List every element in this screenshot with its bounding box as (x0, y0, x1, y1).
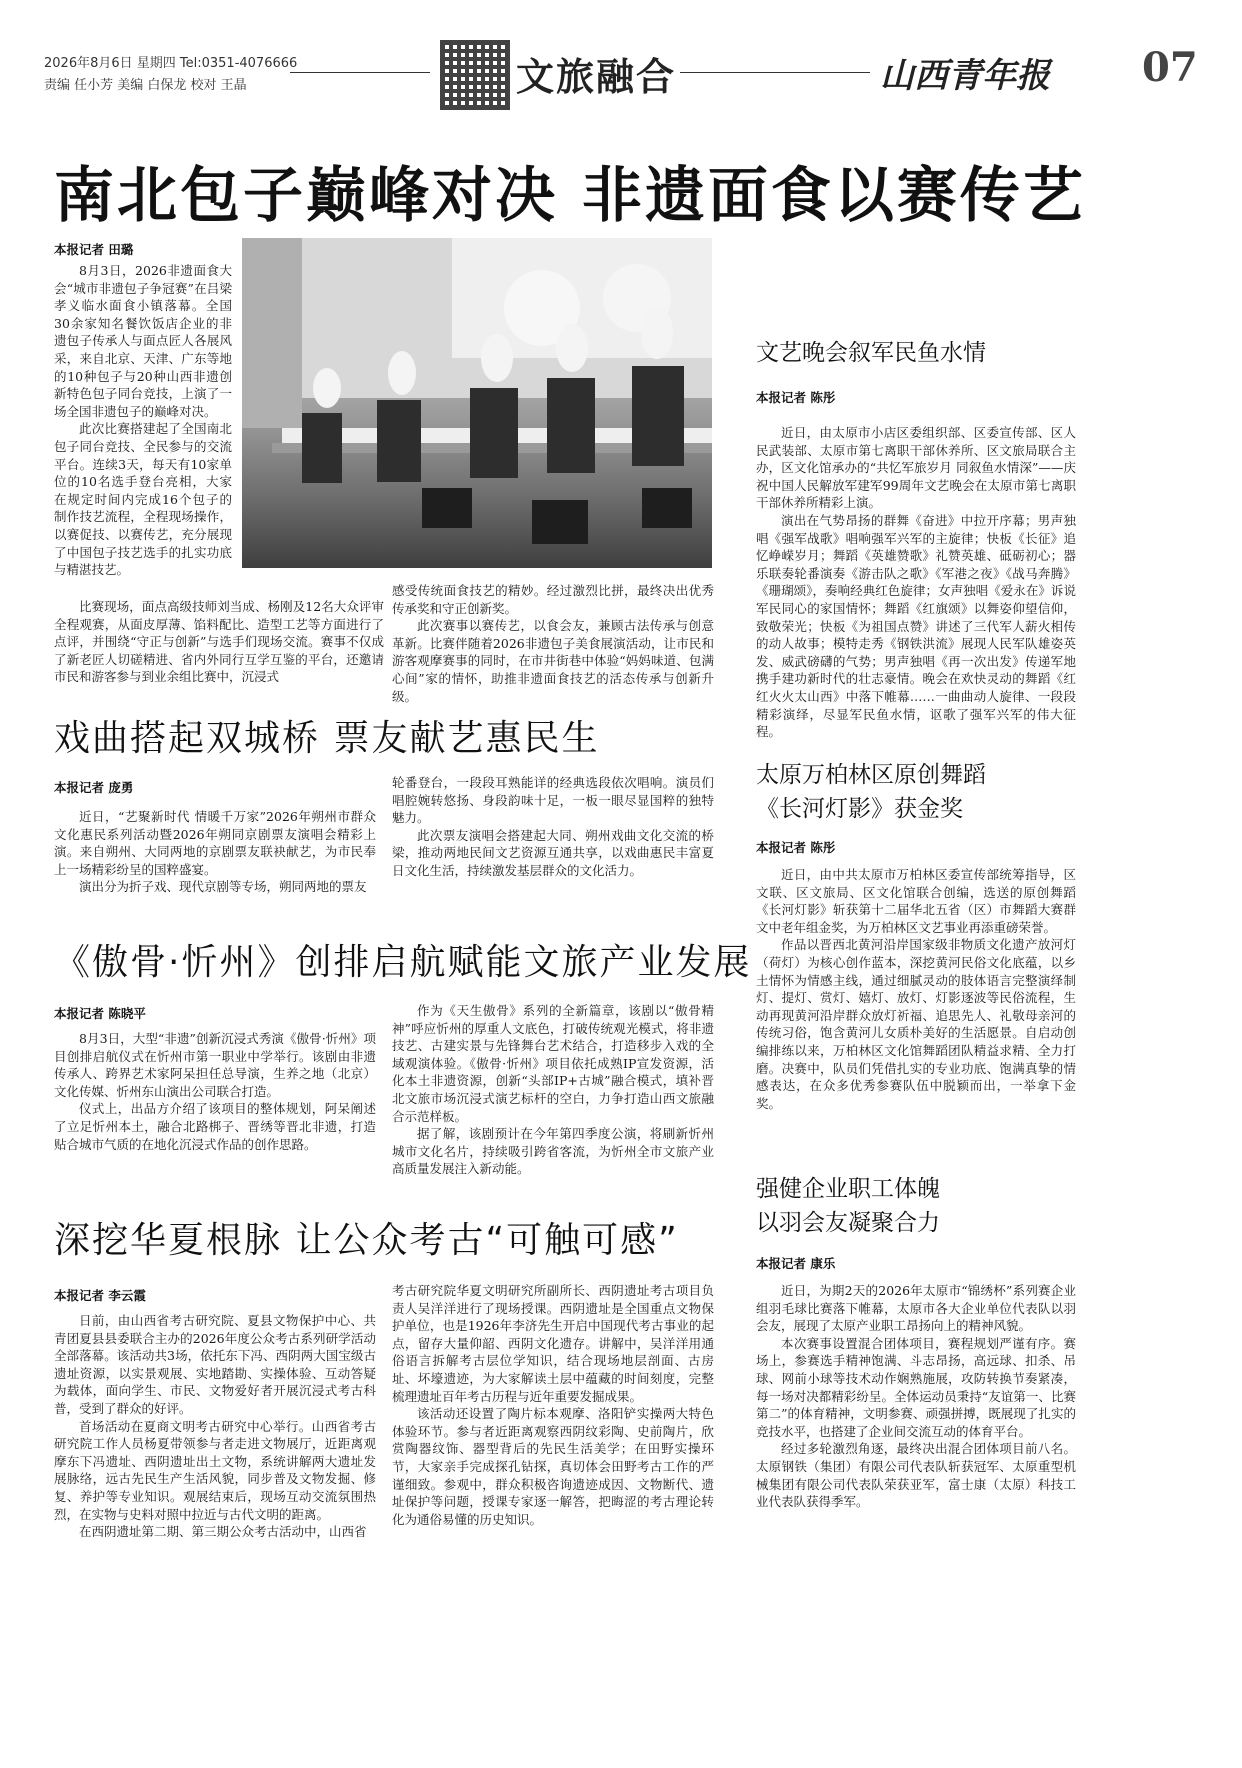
arch-byline: 本报记者 李云霞 (54, 1288, 146, 1303)
qr-code-icon (440, 40, 510, 110)
aogu-byline: 本报记者 陈晓平 (54, 1006, 146, 1021)
opera-headline: 戏曲搭起双城桥 票友献艺惠民生 (54, 718, 600, 759)
side1-body (756, 424, 1076, 741)
side3-headline-line-1: 强健企业职工体魄 (756, 1176, 940, 1202)
side2-headline-line-1: 太原万柏林区原创舞蹈 (756, 762, 986, 788)
arch-column-2 (392, 1282, 714, 1528)
arch-paragraph-1: 日前，由山西省考古研究院、夏县文物保护中心、共青团夏县县委联合主办的2026年度公众考古系列研学活动全部落幕。该活动共3场，依托东下冯、西阴两大国宝级古遗址资源，以实景观展、实地踏勘、实操体验、互动答疑为载体，面向学生、市民、文物爱好者开展沉浸式考古科普，受到了群众的好评。 (54, 1313, 376, 1416)
side2-paragraph-2: 作品以晋西北黄河沿岸国家级非物质文化遗产放河灯（荷灯）为核心创作蓝本，深挖黄河民俗文化底蕴，以乡土情怀为情感主线，通过细腻灵动的肢体语言完整演绎制灯、提灯、赏灯、嬉灯、放灯、灯影逐波等民俗流程，生动再现黄河沿岸群众放灯祈福、追思先人、礼敬母亲河的传统习俗，饱含黄河儿女质朴美好的生活愿景。自启动创编排练以来，万柏林区文化馆舞蹈团队精益求精、全力打磨。决赛中，队员们凭借扎实的专业功底、饱满真挚的情感表达，在众多优秀参赛队伍中脱颖而出，一举拿下金奖。 (756, 937, 1076, 1111)
side2-paragraph-1: 近日，由中共太原市万柏林区委宣传部统筹指导，区文联、区文旅局、区文化馆联合创编，选送的原创舞蹈《长河灯影》斩获第十二届华北五省（区）市舞蹈大赛群文中老年组金奖，为万柏林区文艺事业再添重磅荣誉。 (756, 867, 1076, 935)
opera-paragraph-1: 近日，“艺聚新时代 情暖千万家”2026年朔州市群众文化惠民系列活动暨2026年朔同京剧票友演唱会精彩上演。来自朔州、大同两地的京剧票友联袂献艺，为市民奉上一场精彩纷呈的国粹盛宴。 (54, 809, 376, 877)
side1-byline: 本报记者 陈彤 (756, 390, 836, 405)
opera-paragraph-3: 轮番登台，一段段耳熟能详的经典选段依次唱响。演员们唱腔婉转悠扬、身段韵味十足，一板一眼尽显国粹的独特魅力。 (392, 775, 714, 826)
side2-headline-line-2: 《长河灯影》获金奖 (756, 796, 963, 822)
date-line: 2026年8月6日 星期四 Tel:0351-4076666 (44, 56, 298, 71)
aogu-column-2 (392, 1002, 714, 1178)
opera-paragraph-4: 此次票友演唱会搭建起大同、朔州戏曲文化交流的桥梁，推动两地民间文艺资源互通共享，以戏曲惠民丰富夏日文化生活，持续激发基层群众的文化活力。 (392, 827, 714, 878)
lead-headline: 南北包子巅峰对决 非遗面食以赛传艺 (54, 161, 1086, 231)
lead-column-1 (54, 262, 232, 579)
side3-paragraph-3: 经过多轮激烈角逐，最终决出混合团体项目前八名。太原钢铁（集团）有限公司代表队斩获冠军、太原重型机械集团有限公司代表队荣获亚军，富士康（太原）科技工业代表队获得季军。 (756, 1441, 1076, 1510)
masthead-logo: 山西青年报 (880, 56, 1050, 96)
side3-paragraph-1: 近日，为期2天的2026年太原市“锦绣杯”系列赛企业组羽毛球比赛落下帷幕，太原市各大企业单位代表队以羽会友，展现了太原产业职工昂扬向上的精神风貌。 (756, 1283, 1076, 1334)
side3-paragraph-2: 本次赛事设置混合团体项目，赛程规划严谨有序。赛场上，参赛选手精神饱满、斗志昂扬，高远球、扣杀、吊球、网前小球等技术动作娴熟施展，攻防转换节奏紧凑，每一场对决都精彩纷呈。全体运动员秉持“友谊第一、比赛第二”的体育精神，文明参赛、顽强拼搏，既展现了扎实的竞技水平，也搭建了企业间交流互动的体育平台。 (756, 1335, 1076, 1439)
lead-paragraph-3: 比赛现场，面点高级技师刘当成、杨刚及12名大众评审全程观赛，从面皮厚薄、馅料配比、造型工艺等方面进行了点评，并围绕“守正与创新”与选手们现场交流。赛事不仅成了新老匠人切磋精进、省内外同行互学互鉴的平台，还邀请市民和游客参与到业余组比赛中，沉浸式 (54, 599, 384, 685)
arch-headline: 深挖华夏根脉 让公众考古“可触可感” (54, 1220, 679, 1261)
arch-column-1 (54, 1312, 376, 1541)
side2-headline (756, 758, 986, 826)
page-number: 07 (1142, 44, 1198, 91)
opera-column-2 (392, 774, 714, 880)
arch-paragraph-3: 在西阴遗址第二期、第三期公众考古活动中，山西省 (79, 1524, 367, 1540)
arch-paragraph-5: 该活动还设置了陶片标本观摩、洛阳铲实操两大特色体验环节。参与者近距离观察西阴纹彩陶、史前陶片，欣赏陶器纹饰、器型背后的先民生活美学；在田野实操环节，大家亲手完成探孔钻探，真切体会田野考古工作的严谨细致。参观中，群众积极咨询遗迹成因、文物断代、遗址保护等问题，授课专家逐一解答，把晦涩的考古理论转化为通俗易懂的历史知识。 (392, 1406, 714, 1527)
lead-photo (242, 238, 712, 568)
aogu-headline: 《傲骨·忻州》创排启航赋能文旅产业发展 (54, 942, 752, 983)
side1-paragraph-2: 演出在气势昂扬的群舞《奋进》中拉开序幕；男声独唱《强军战歌》唱响强军兴军的主旋律；快板《长征》追忆峥嵘岁月；舞蹈《英雄赞歌》礼赞英雄、砥砺初心；器乐联奏轮番演奏《游击队之歌》《军港之夜》《战马奔腾》《珊瑚颂》，奏响经典红色旋律；女声独唱《爱永在》诉说军民同心的家国情怀；舞蹈《红旗颂》以舞姿仰望信仰，致敬荣光；快板《为祖国点赞》讲述了三代军人薪火相传的动人故事；模特走秀《钢铁洪流》展现人民军队雄姿英发、威武磅礴的气势；男声独唱《再一次出发》传递军地携手建功新时代的壮志豪情。晚会在欢快灵动的舞蹈《红红火火太山西》中落下帷幕……一曲曲动人旋律、一段段精彩演绎，尽显军民鱼水情，讴歌了强军兴军的伟大征程。 (756, 512, 1076, 740)
lead-column-3 (392, 582, 714, 705)
lead-paragraph-4: 感受传统面食技艺的精妙。经过激烈比拼，最终决出优秀传承奖和守正创新奖。 (392, 583, 714, 616)
header-rule-left (290, 72, 430, 73)
side3-headline (756, 1172, 940, 1240)
chefs-competition-photo (242, 238, 712, 568)
aogu-paragraph-2: 仪式上，出品方介绍了该项目的整体规划，阿呆阐述了立足忻州本土，融合北路梆子、晋绣等晋北非遗，打造贴合城市气质的在地化沉浸式作品的创作思路。 (54, 1101, 376, 1152)
lead-paragraph-5: 此次赛事以赛传艺，以食会友，兼顾古法传承与创意革新。比赛伴随着2026非遗包子美食展演活动，让市民和游客观摩赛事的同时，在市井街巷中体验“妈妈味道、包满心间”家的情怀，助推非遗面食技艺的活态传承与创新升级。 (392, 618, 714, 704)
side2-byline: 本报记者 陈彤 (756, 840, 836, 855)
lead-paragraph-1: 8月3日，2026非遗面食大会“城市非遗包子争冠赛”在吕梁孝义临水面食小镇落幕。全国30余家知名餐饮饭店企业的非遗包子传承人与面点匠人各展风采，来自北京、天津、广东等地的10种包子与20种山西非遗创新特色包子同台竞技，上演了一场全国非遗包子的巅峰对决。 (54, 263, 232, 419)
lead-paragraph-2: 此次比赛搭建起了全国南北包子同台竞技、全民参与的交流平台。连续3天，每天有10家单位的10名选手登台亮相，大家在规定时间内完成16个包子的制作技艺流程，全程现场操作，以赛促技、以赛传艺，充分展现了中国包子技艺选手的扎实功底与精湛技艺。 (54, 421, 232, 578)
aogu-paragraph-4: 据了解，该剧预计在今年第四季度公演，将刷新忻州城市文化名片，持续吸引跨省客流，为忻州全市文旅产业高质量发展注入新动能。 (392, 1126, 714, 1177)
opera-paragraph-2: 演出分为折子戏、现代京剧等专场，朔同两地的票友 (79, 879, 367, 895)
side1-paragraph-1: 近日，由太原市小店区委组织部、区委宣传部、区人民武装部、太原市第七离职干部休养所、区文旅局联合主办，区文化馆承办的“共忆军旅岁月 同叙鱼水情深”——庆祝中国人民解放军建军99周年文艺晚会在太原市第七离职干部休养所精彩上演。 (756, 425, 1076, 511)
opera-column-1 (54, 808, 376, 896)
side3-headline-line-2: 以羽会友凝聚合力 (756, 1210, 940, 1236)
section-title: 文旅融合 (516, 54, 677, 99)
side3-body (756, 1282, 1076, 1511)
aogu-paragraph-3: 作为《天生傲骨》系列的全新篇章，该剧以“傲骨精神”呼应忻州的厚重人文底色，打破传统观光模式，将非遗技艺、古建实景与先锋舞台艺术结合，打造移步入戏的全域观演体验。《傲骨·忻州》项目依托成熟IP宣发资源，活化本土非遗资源，创新“头部IP+古城”融合模式，填补晋北文旅市场沉浸式演艺标杆的空白，力争打造山西文旅融合示范样板。 (392, 1003, 714, 1124)
arch-paragraph-4: 考古研究院华夏文明研究所副所长、西阴遗址考古项目负责人吴洋洋进行了现场授课。西阴遗址是全国重点文物保护单位，也是1926年李济先生开启中国现代考古事业的起点，留存大量仰韶、西阴文化遗存。讲解中，吴洋洋用通俗语言拆解考古层位学知识，结合现场地层剖面、古房址、坏壕遗迹，为大家解读土层中蕴藏的时间刻度，完整梳理遗址百年考古历程与近年重要发掘成果。 (392, 1283, 714, 1404)
header-rule-right (680, 72, 870, 73)
side3-byline: 本报记者 康乐 (756, 1256, 836, 1271)
side2-body (756, 866, 1076, 1112)
arch-paragraph-2: 首场活动在夏商文明考古研究中心举行。山西省考古研究院工作人员杨夏带领参与者走进文物展厅，近距离观摩东下冯遗址、西阴遗址出土文物，系统讲解两大遗址发展脉络，远古先民生产生活风貌，同步普及文物发掘、修复、养护等专业知识。观展结束后，现场互动交流氛围热烈，在实物与史料对照中拉近与古代文明的距离。 (54, 1418, 376, 1522)
opera-byline: 本报记者 庞勇 (54, 780, 134, 795)
side1-headline: 文艺晚会叙军民鱼水情 (756, 340, 986, 366)
lead-column-2 (54, 598, 384, 686)
lead-byline: 本报记者 田璐 (54, 242, 134, 257)
staff-line: 责编 任小芳 美编 白保龙 校对 王晶 (44, 78, 247, 93)
aogu-column-1 (54, 1030, 376, 1153)
aogu-paragraph-1: 8月3日，大型“非遗”创新沉浸式秀演《傲骨·忻州》项目创排启航仪式在忻州市第一职业中学举行。该剧由非遗传承人、跨界艺术家阿呆担任总导演，生养之地（北京）文化传媒、忻州东山演出公司联合打造。 (54, 1031, 376, 1099)
